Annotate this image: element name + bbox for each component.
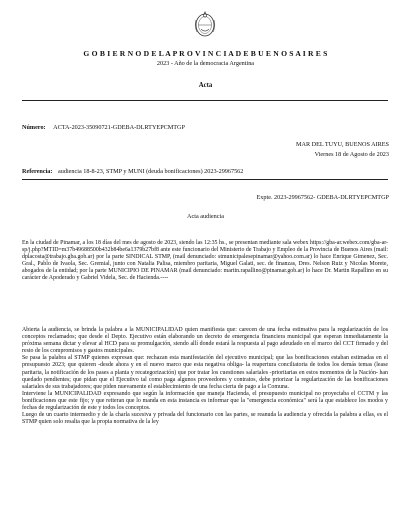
opening-paragraph: [22, 240, 388, 283]
divider: [22, 179, 388, 180]
paragraph: Abierta la audiencia, se brinda la palabra a la MUNICIPALIDAD quien manifiesta que: carecen de una fecha estimativa para la regularización de los conceptos reclamados; que desde el Depto. Ejecutivo están elaborando un decreto de emergencia financiera municipal que esperan inmediatamente la próxima semana dictar y elevar al HCD para su promulgación, siendo allí donde estará la respuesta al pago adeudado en el marco del CCT firmado y del resto de los compromisos y gastos municipales.: [22, 327, 388, 355]
paragraph: Interviene la MUNICIPALIDAD expresando que según la información que maneja Hacienda, el presupuesto municipal no proyectaba el CCTM y las bonificaciones que este fijo; y que reiteran que lo manda en esta instancia es informar que la "emergencia económica" será la que establece los modos y fechas de regularización de este y todos los conceptos.: [22, 390, 388, 412]
paragraph: En la ciudad de Pinamar, a los 18 días del mes de agosto de 2023, siendo las 12:35 hs., se presentan mediante sala webex https://gba-ar.webex.com/gba-ar-sp/j.php?MTID=m37b49688500b432b84be6a1379b27bf8 ante este funcionario del Ministerio de Trabajo y Empleo de la Provincia de Buenos Aires (mail: dplacosta@trabajo.gba.gob.ar) por la parte SINDICAL STMP, (mail denunciado: stmunicipalesepinamar@yahoo.com.ar) lo hace Enrique Gimenez, Sec. Gral., Pablo de Ivaola, Sec. Gremial, junto con Natalia Palisa, miembro paritaria, Miguel Galati, sec. de finanzas, Dres. Nelson Ruiz y Nicolas Morete, abogados de la entidad; por la parte MUNICIPIO DE PINAMAR (mail denunciado: martin.rapallino@pinamar.gob.ar) lo hace Dr. Martin Rapallino en su carácter de Apoderado y Gabriel Videla, Sec. de Hacienda.----: [22, 240, 388, 282]
coat-of-arms-icon: [193, 8, 217, 38]
place: MAR DEL TUYU, BUENOS AIRES: [296, 141, 389, 148]
year-motto: 2023 - Año de la democracia Argentina: [156, 60, 255, 67]
body-paragraphs: [22, 327, 388, 426]
divider: [22, 100, 388, 101]
expte-number: Expte. 2023-29967562- GDEBA-DLRTYEPCMTGP: [256, 194, 389, 201]
reference-line: [22, 168, 243, 175]
paragraph: Se pasa la palabra al STMP quienes expresan que: rechazan esta manifestación del ejecutivo municipal; que las bonificaciones estaban estimadas en el presupuesto 2023; que quieren -desde ahora y en el nuevo marco que esta negativa obliga- la reapertura conciliatoria de todos los demás temas (lease paritaria, la notificación de los pases a planta y recategorización) que por tratar los cuestiones salariales -prioritarias en estos momentos de la Nación- han quedado pendientes; que pidan que el Ejecutivo tal como paga algunos proveedores y contratos, debe priorizar la regularización de las bonificaciones salariales de sus trabajadores; que piden nuevamente el establecimiento de una fecha cierta de pago a la Comuna.: [22, 355, 388, 390]
reference-value: audiencia 18-8-23, STMP y MUNI (deuda bonificaciones) 2023-29967562: [58, 168, 244, 175]
document-type: Acta: [198, 82, 213, 89]
government-title: G O B I E R N O D E L A P R O V I N C I A D E B U E N O S A I R E S: [83, 49, 328, 58]
number-value: ACTA-2023-35090721-GDEBA-DLRTYEPCMTGP: [53, 124, 185, 131]
reference-label: Referencia:: [22, 168, 53, 175]
acta-title: Acta audiencia: [187, 213, 224, 220]
number-label: Número:: [22, 124, 46, 131]
number-line: [22, 124, 185, 131]
date: Viernes 18 de Agosto de 2023: [314, 151, 389, 158]
paragraph: Luego de un cuarto intermedio y de la charla sucesiva y privada del funcionario con las partes, se reanuda la audiencia y ofrecida la palabra a ellas, es el STMP quien solo resalta que la propia normativa de la ley: [22, 412, 388, 426]
